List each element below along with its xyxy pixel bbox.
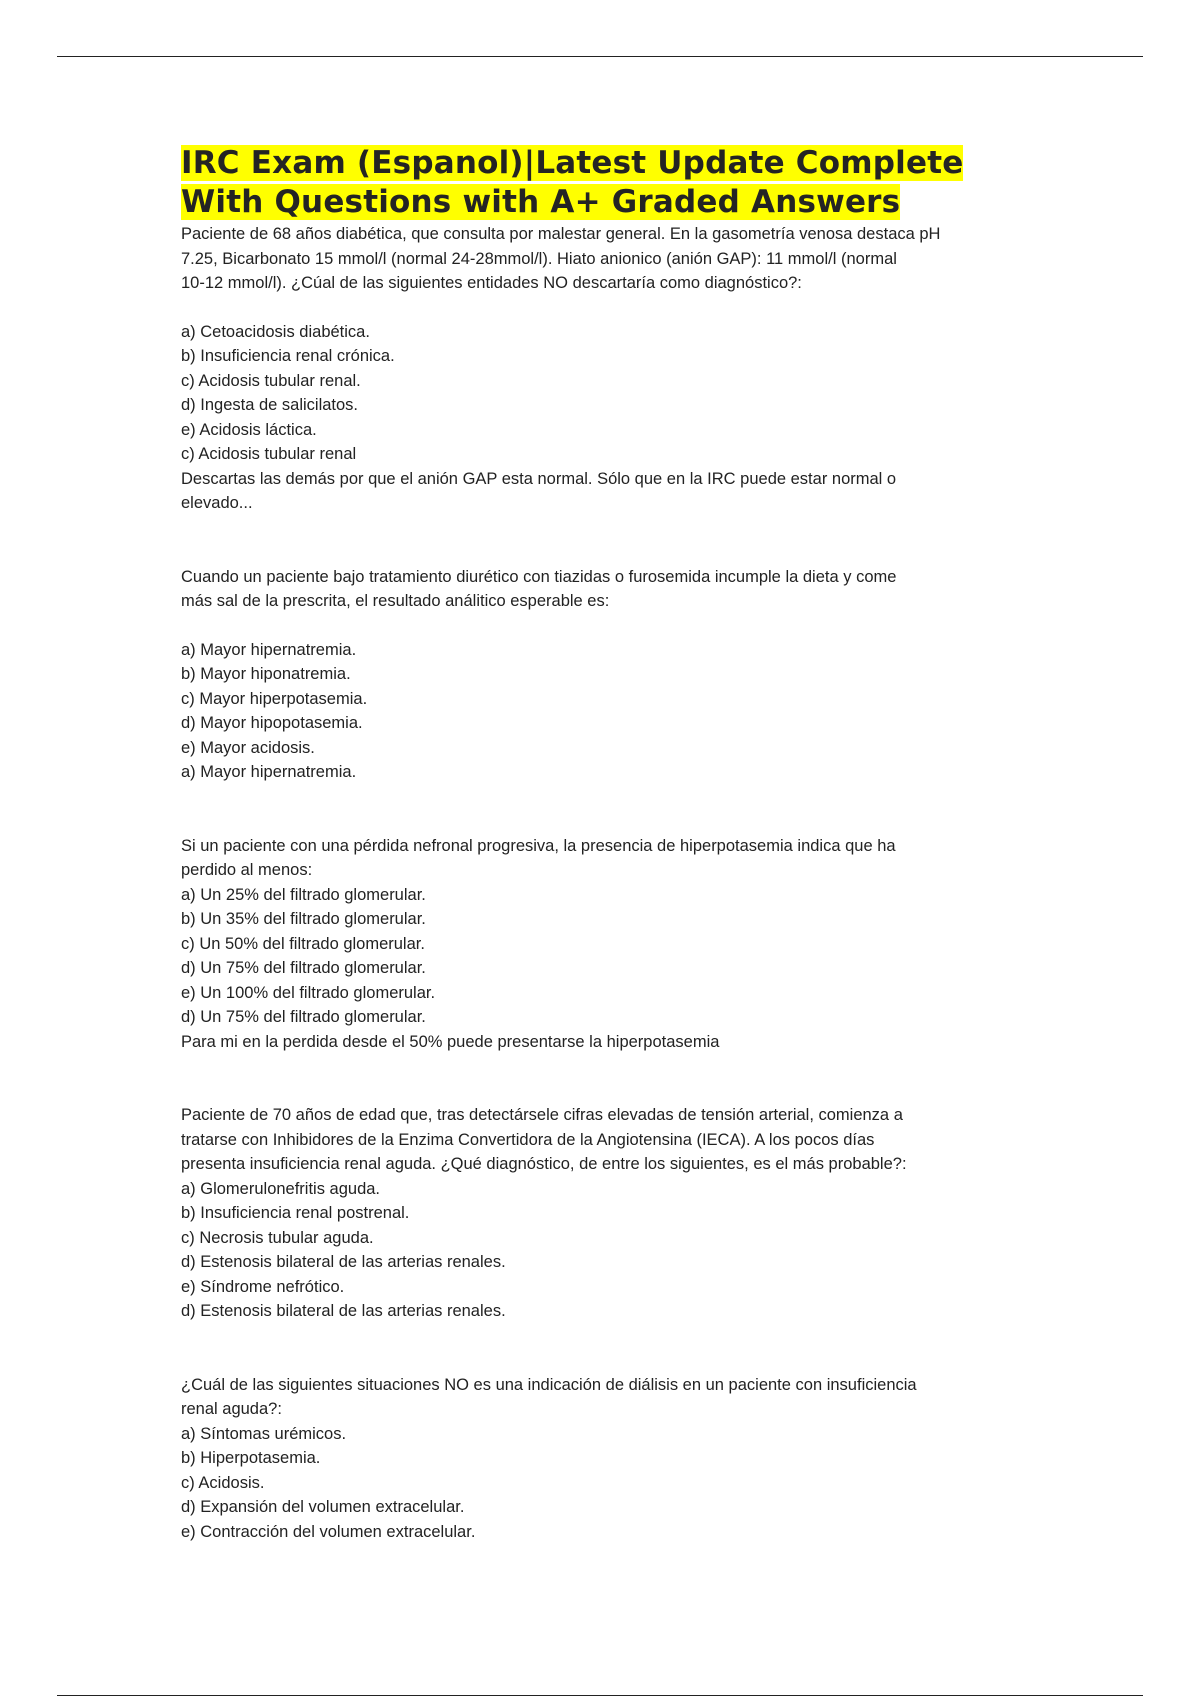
answer-option: d) Expansión del volumen extracelular. <box>181 1498 465 1516</box>
answer-option: b) Insuficiencia renal crónica. <box>181 347 395 365</box>
answer-option: e) Síndrome nefrótico. <box>181 1277 345 1296</box>
answer-option: b) Hiperpotasemia. <box>181 1449 321 1467</box>
question-stem-line: Paciente de 70 años de edad que, tras detectársele cifras elevadas de tensión arterial, comienza a <box>181 1106 903 1124</box>
document-body <box>181 144 1031 1544</box>
answer-option: e) Contracción del volumen extracelular. <box>181 1522 476 1541</box>
question-stem-line: perdido al menos: <box>181 861 313 879</box>
correct-answer: d) Estenosis bilateral de las arterias renales. <box>181 1302 506 1320</box>
answer-option: d) Ingesta de salicilatos. <box>181 396 359 414</box>
correct-answer: a) Mayor hipernatremia. <box>181 763 357 781</box>
title-line-1: IRC Exam (Espanol)|Latest Update Complete <box>181 145 964 181</box>
question-2 <box>181 565 1031 785</box>
answer-option: a) Cetoacidosis diabética. <box>181 322 370 341</box>
answer-option: a) Mayor hipernatremia. <box>181 640 357 659</box>
correct-answer: c) Acidosis tubular renal <box>181 445 357 463</box>
answer-note: elevado... <box>181 494 253 512</box>
question-4 <box>181 1103 1031 1324</box>
title-line-2: With Questions with A+ Graded Answers <box>181 184 901 220</box>
questions-list <box>181 222 1031 1544</box>
answer-option: e) Mayor acidosis. <box>181 738 315 757</box>
top-rule <box>57 56 1143 57</box>
answer-option: d) Mayor hipopotasemia. <box>181 714 363 732</box>
question-stem-line: Cuando un paciente bajo tratamiento diurético con tiazidas o furosemida incumple la dieta y come <box>181 567 897 586</box>
answer-note: Para mi en la perdida desde el 50% puede presentarse la hiperpotasemia <box>181 1032 720 1051</box>
answer-option: a) Glomerulonefritis aguda. <box>181 1179 381 1198</box>
answer-option: c) Acidosis. <box>181 1473 265 1492</box>
question-stem-line: más sal de la prescrita, el resultado análitico esperable es: <box>181 592 610 610</box>
answer-option: d) Un 75% del filtrado glomerular. <box>181 959 426 977</box>
answer-note: Descartas las demás por que el anión GAP esta normal. Sólo que en la IRC puede estar normal o <box>181 469 897 488</box>
correct-answer: d) Un 75% del filtrado glomerular. <box>181 1008 426 1026</box>
answer-option: c) Acidosis tubular renal. <box>181 371 361 390</box>
answer-option: c) Necrosis tubular aguda. <box>181 1228 374 1247</box>
answer-option: e) Acidosis láctica. <box>181 420 317 439</box>
question-5 <box>181 1373 1031 1545</box>
answer-option: c) Mayor hiperpotasemia. <box>181 689 368 708</box>
question-1 <box>181 222 1031 516</box>
question-stem-line: Si un paciente con una pérdida nefronal progresiva, la presencia de hiperpotasemia indica que ha <box>181 836 896 855</box>
question-stem-line: 7.25, Bicarbonato 15 mmol/l (normal 24-28mmol/l). Hiato anionico (anión GAP): 11 mmol/l (normal <box>181 249 897 268</box>
question-stem-line: Paciente de 68 años diabética, que consulta por malestar general. En la gasometría venosa destaca pH <box>181 225 941 243</box>
answer-option: b) Un 35% del filtrado glomerular. <box>181 910 426 928</box>
bottom-rule <box>57 1695 1143 1696</box>
answer-option: a) Un 25% del filtrado glomerular. <box>181 885 426 904</box>
question-3 <box>181 834 1031 1055</box>
answer-option: e) Un 100% del filtrado glomerular. <box>181 983 436 1002</box>
answer-option: c) Un 50% del filtrado glomerular. <box>181 934 425 953</box>
question-stem-line: tratarse con Inhibidores de la Enzima Convertidora de la Angiotensina (IECA). A los pocos días <box>181 1130 875 1149</box>
answer-option: b) Mayor hiponatremia. <box>181 665 351 683</box>
question-stem-line: renal aguda?: <box>181 1400 282 1418</box>
answer-option: d) Estenosis bilateral de las arterias renales. <box>181 1253 506 1271</box>
question-stem-line: ¿Cuál de las siguientes situaciones NO es una indicación de diálisis en un paciente con insuficiencia <box>181 1375 917 1394</box>
question-stem-line: presenta insuficiencia renal aguda. ¿Qué diagnóstico, de entre los siguientes, es el más probable?: <box>181 1155 907 1173</box>
answer-option: a) Síntomas urémicos. <box>181 1424 347 1443</box>
answer-option: b) Insuficiencia renal postrenal. <box>181 1204 410 1222</box>
document-title <box>181 144 1031 222</box>
question-stem-line: 10-12 mmol/l). ¿Cúal de las siguientes entidades NO descartaría como diagnóstico?: <box>181 274 802 292</box>
